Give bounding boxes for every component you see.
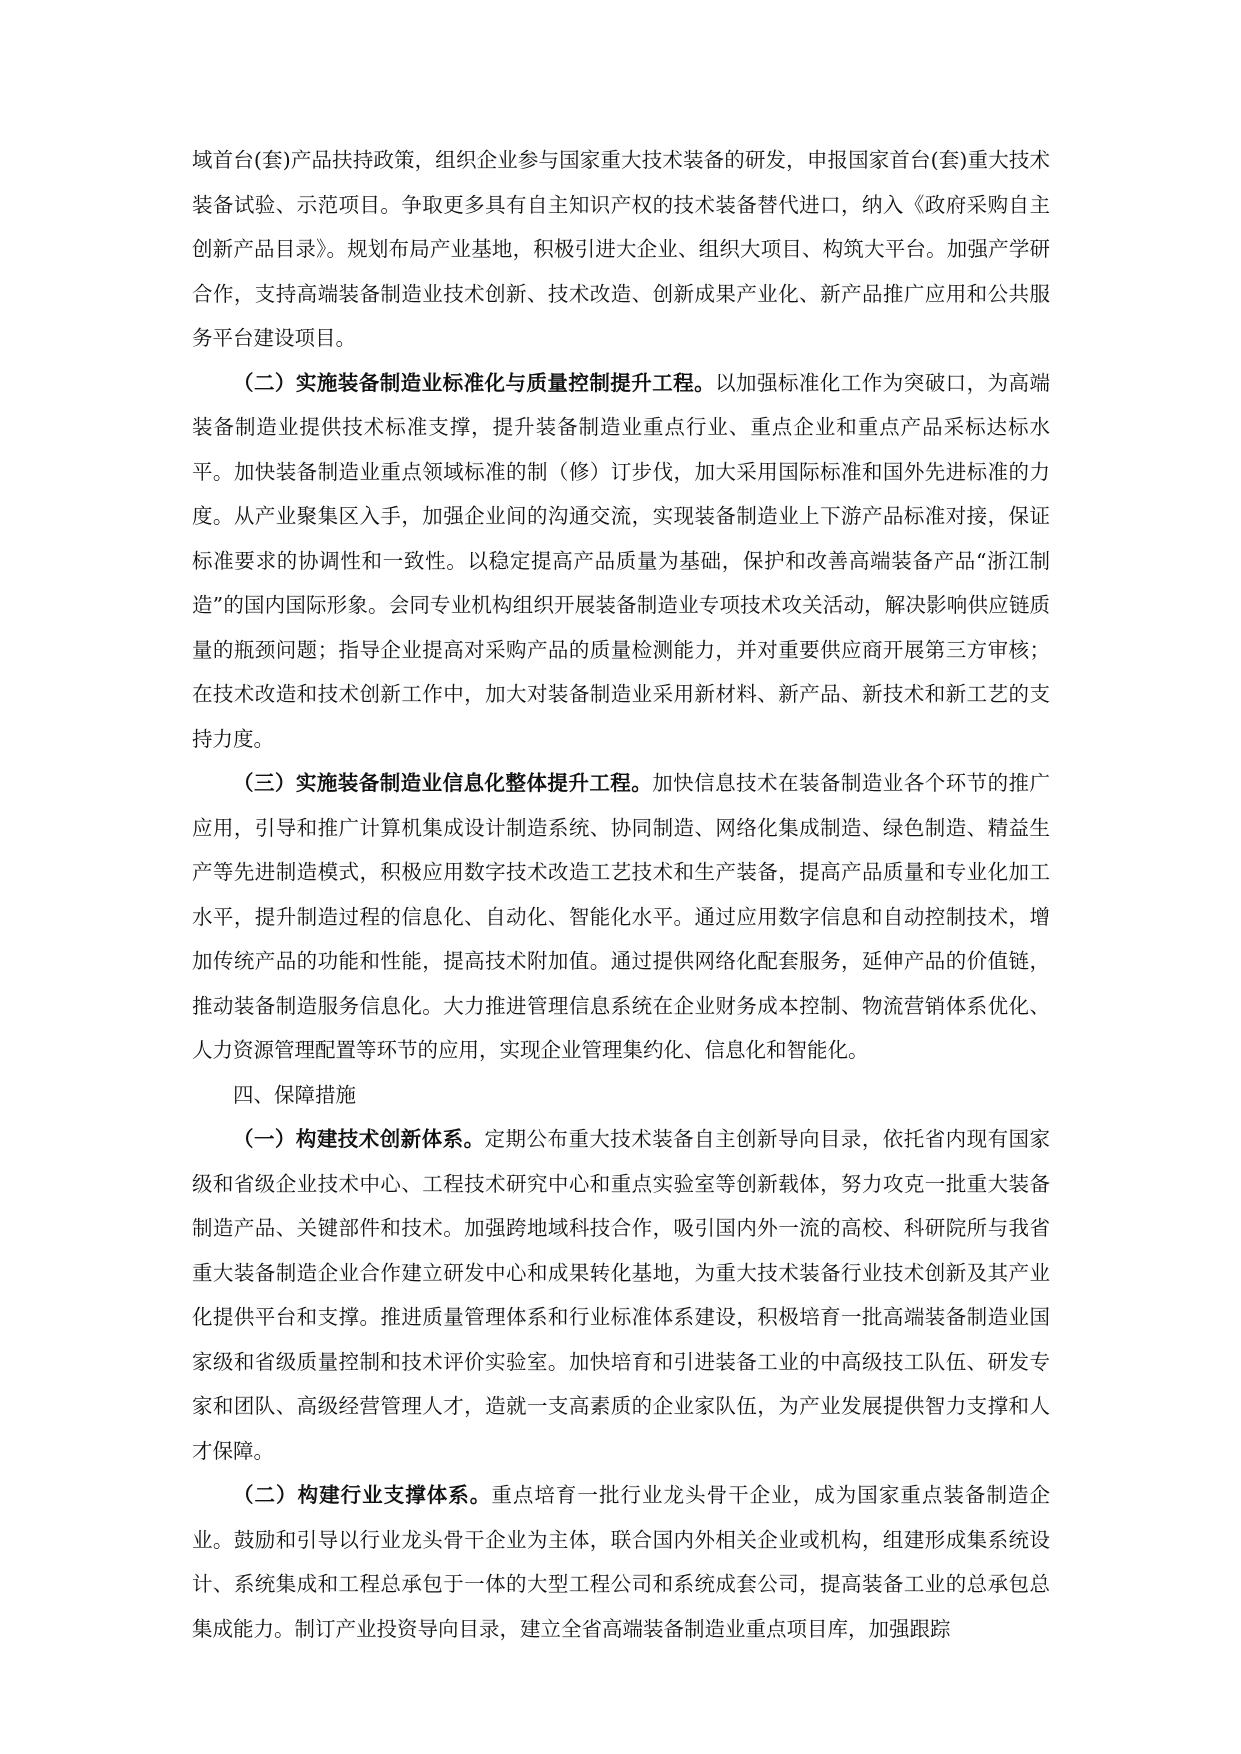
paragraph-5-lead: （二）构建行业支撑体系。: [233, 1483, 492, 1507]
paragraph-2: [192, 361, 1050, 762]
paragraph-4-lead: （一）构建技术创新体系。: [233, 1127, 485, 1151]
paragraph-4: [192, 1117, 1050, 1473]
document-body: [192, 138, 1050, 1651]
paragraph-5-text: 重点培育一批行业龙头骨干企业，成为国家重点装备制造企业。鼓励和引导以行业龙头骨干企业为主体，联合国内外相关企业或机构，组建形成集系统设计、系统集成和工程总承包于一体的大型工程公司和系统成套公司，提高装备工业的总承包总集成能力。制订产业投资导向目录，建立全省高端装备制造业重点项目库，加强跟踪: [192, 1483, 1051, 1641]
paragraph-4-text: 定期公布重大技术装备自主创新导向目录，依托省内现有国家级和省级企业技术中心、工程技术研究中心和重点实验室等创新载体，努力攻克一批重大装备制造产品、关键部件和技术。加强跨地域科技合作，吸引国内外一流的高校、科研院所与我省重大装备制造企业合作建立研发中心和成果转化基地，为重大技术装备行业技术创新及其产业化提供平台和支撑。推进质量管理体系和行业标准体系建设，积极培育一批高端装备制造业国家级和省级质量控制和技术评价实验室。加快培育和引进装备工业的中高级技工队伍、研发专家和团队、高级经营管理人才，造就一支高素质的企业家队伍，为产业发展提供智力支撑和人才保障。: [192, 1127, 1051, 1463]
paragraph-3: [192, 761, 1050, 1073]
paragraph-1-text: 域首台(套)产品扶持政策，组织企业参与国家重大技术装备的研发，申报国家首台(套)重大技术装备试验、示范项目。争取更多具有自主知识产权的技术装备替代进口，纳入《政府采购自主创新产品目录》。规划布局产业基地，积极引进大企业、组织大项目、构筑大平台。加强产学研合作，支持高端装备制造业技术创新、技术改造、创新成果产业化、新产品推广应用和公共服务平台建设项目。: [192, 148, 1050, 350]
paragraph-2-lead: （二）实施装备制造业标准化与质量控制提升工程。: [233, 370, 716, 395]
paragraph-3-lead: （三）实施装备制造业信息化整体提升工程。: [233, 771, 653, 795]
paragraph-3-text: 加快信息技术在装备制造业各个环节的推广应用，引导和推广计算机集成设计制造系统、协同制造、网络化集成制造、绿色制造、精益生产等先进制造模式，积极应用数字技术改造工艺技术和生产装备，提高产品质量和专业化加工水平，提升制造过程的信息化、自动化、智能化水平。通过应用数字信息和自动控制技术，增加传统产品的功能和性能，提高技术附加值。通过提供网络化配套服务，延伸产品的价值链，推动装备制造服务信息化。大力推进管理信息系统在企业财务成本控制、物流营销体系优化、人力资源管理配置等环节的应用，实现企业管理集约化、信息化和智能化。: [192, 771, 1051, 1062]
section-heading: 四、保障措施: [233, 1082, 356, 1107]
paragraph-5: [192, 1473, 1050, 1651]
paragraph-2-text: 以加强标准化工作为突破口，为高端装备制造业提供技术标准支撑，提升装备制造业重点行业、重点企业和重点产品采标达标水平。加快装备制造业重点领域标准的制（修）订步伐，加大采用国际标准和国外先进标准的力度。从产业聚集区入手，加强企业间的沟通交流，实现装备制造业上下游产品标准对接，保证标准要求的协调性和一致性。以稳定提高产品质量为基础，保护和改善高端装备产品“浙江制造”的国内国际形象。会同专业机构组织开展装备制造业专项技术攻关活动，解决影响供应链质量的瓶颈问题；指导企业提高对采购产品的质量检测能力，并对重要供应商开展第三方审核；在技术改造和技术创新工作中，加大对装备制造业采用新材料、新产品、新技术和新工艺的支持力度。: [192, 370, 1051, 751]
paragraph-1: [192, 138, 1050, 361]
